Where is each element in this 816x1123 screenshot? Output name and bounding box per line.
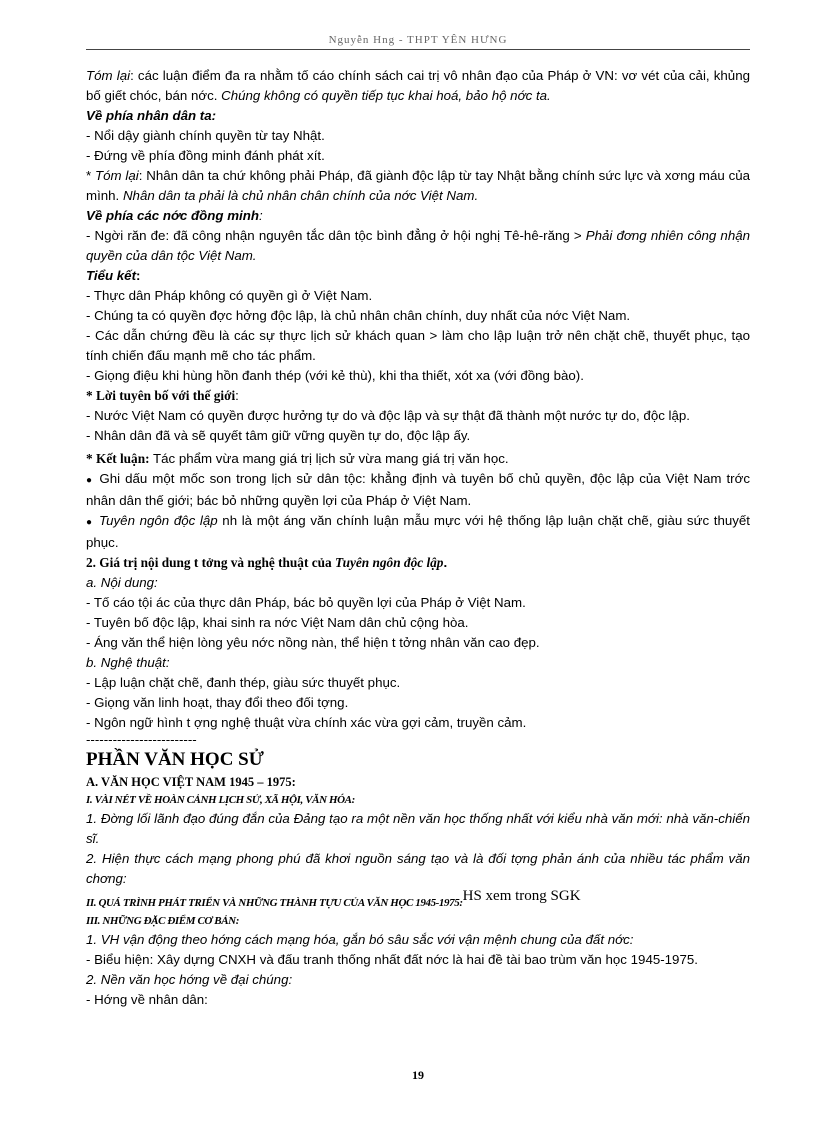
paragraph: [86, 226, 750, 266]
list-item: - Hớng về nhân dân:: [86, 992, 208, 1007]
text: 2. Giá trị nội dung t tởng và nghệ thuật của: [86, 555, 335, 570]
bullet-item: [86, 469, 750, 511]
list-item: - Tố cáo tội ác của thực dân Pháp, bác bỏ quyền lợi của Pháp ở Việt Nam.: [86, 595, 526, 610]
bullet-icon: ●: [86, 517, 93, 528]
text: : Nhân dân ta chứ không phải Pháp, đã giành độc lập từ tay Nhật bằng chính sức lực và xơng máu của mình.: [86, 168, 751, 203]
text: Tác phẩm vừa mang giá trị lịch sử vừa mang giá trị văn học.: [149, 451, 509, 466]
list-item: - Các dẫn chứng đều là các sự thực lịch sử khách quan > làm cho lập luận trở nên chặt chẽ, thuyết phục, tạo tính chiến đấu mạnh mẽ cho tác phẩm.: [86, 328, 750, 363]
subheading: [86, 386, 750, 406]
paragraph: [86, 66, 750, 106]
list-item: - Thực dân Pháp không có quyền gì ở Việt Nam.: [86, 288, 373, 303]
text: Về phía các nớc đồng minh: [86, 208, 259, 223]
text: Nhân dân ta phải là chủ nhân chân chính của nớc Việt Nam.: [122, 188, 479, 203]
page-header: Nguyễn Hng - THPT YÊN HƯNG: [328, 34, 508, 46]
list-item: - Nhân dân đã và sẽ quyết tâm giữ vững quyền tự do, độc lập ấy.: [86, 428, 471, 443]
text: :: [136, 268, 141, 283]
subheading: b. Nghệ thuật:: [86, 655, 170, 670]
part-title: PHẦN VĂN HỌC SỬ: [86, 749, 264, 770]
text: * Kết luận:: [86, 451, 150, 466]
text: - Ngời răn đe: đã công nhận nguyên tắc dân tộc bình đẳng ở hội nghị Tê-hê-răng >: [86, 228, 586, 243]
subheading: a. Nội dung:: [86, 575, 158, 590]
text: II. QUÁ TRÌNH PHÁT TRIỂN VÀ NHỮNG THÀNH TỰU CỦA VĂN HỌC 1945-1975:: [86, 897, 463, 909]
text: nh là một áng văn chính luận mẫu mực với hệ thống lập luận chặt chẽ, giàu sức thuyết phục.: [86, 513, 750, 550]
text: *: [86, 168, 96, 183]
paragraph: [86, 449, 750, 469]
text: .: [443, 555, 448, 570]
text: Tóm lại: [95, 168, 139, 183]
paragraph: 1. VH vận động theo hớng cách mạng hóa, gắn bó sâu sắc với vận mệnh chung của đất nớc:: [86, 932, 634, 947]
page-number: 19: [412, 1068, 424, 1082]
header-rule: [86, 49, 750, 50]
paragraph: 1. Đờng lối lãnh đạo đúng đắn của Đảng tạo ra một nền văn học thống nhất với kiểu nhà văn mới: nhà văn-chiến sĩ.: [86, 811, 750, 846]
text: : các luận điểm đa ra nhằm tố cáo chính sách cai trị vô nhân đạo của Pháp ở VN: vơ vét của cải, khủng bố giết chóc, bán nớc.: [86, 68, 750, 103]
text: Ghi dấu một mốc son trong lịch sử dân tộc: khẳng định và tuyên bố chủ quyền, độc lập của Việt Nam trớc nhân dân thế giới; bác bỏ những quyền lợi của Pháp ở Việt Nam.: [86, 471, 750, 508]
separator: -------------------------: [86, 732, 197, 747]
list-item: - Lập luận chặt chẽ, đanh thép, giàu sức thuyết phục.: [86, 675, 401, 690]
list-item: - Giọng văn linh hoạt, thay đổi theo đối tợng.: [86, 695, 349, 710]
list-item: - Ngôn ngữ hình t ợng nghệ thuật vừa chính xác vừa gợi cảm, truyền cảm.: [86, 715, 527, 730]
list-item: - Nước Việt Nam có quyền được hưởng tự do và độc lập và sự thật đã thành một nước tự do, độc lập.: [86, 408, 690, 423]
text: Tuyên ngôn độc lập: [334, 555, 444, 570]
list-item: - Giọng điệu khi hùng hồn đanh thép (với kẻ thù), khi tha thiết, xót xa (với đồng bào).: [86, 368, 584, 383]
list-item: - Biểu hiện: Xây dựng CNXH và đấu tranh thống nhất đất nớc là hai đề tài bao trùm văn học 1945-1975.: [86, 952, 698, 967]
note: HS xem trong SGK: [462, 888, 581, 904]
list-item: - Nổi dậy giành chính quyền từ tay Nhật.: [86, 128, 325, 143]
text: Tuyên ngôn độc lập: [99, 513, 218, 528]
list-item: - Chúng ta có quyền đợc hởng độc lập, là chủ nhân chân chính, duy nhất của nớc Việt Nam.: [86, 308, 631, 323]
section-heading: I. VÀI NÉT VỀ HOÀN CẢNH LỊCH SỬ, XÃ HỘI, VĂN HÓA:: [86, 794, 355, 806]
bullet-item: [86, 511, 750, 553]
bullet-icon: ●: [86, 475, 94, 486]
paragraph: 2. Hiện thực cách mạng phong phú đã khơi nguồn sáng tạo và là đối tợng phản ánh của nhiều tác phẩm văn chơng:: [86, 851, 750, 886]
section-heading: [86, 553, 750, 573]
list-item: - Áng văn thể hiện lòng yêu nớc nồng nàn, thể hiện t tởng nhân văn cao đẹp.: [86, 635, 540, 650]
subheading: Về phía nhân dân ta:: [86, 108, 217, 123]
subheading: 2. Nền văn học hớng về đại chúng:: [86, 972, 293, 987]
section-heading: [86, 888, 750, 912]
subheading: [86, 206, 750, 226]
document-body: [86, 66, 750, 1010]
text: :: [235, 388, 239, 403]
paragraph: [86, 166, 750, 206]
list-item: - Tuyên bố độc lập, khai sinh ra nớc Việt Nam dân chủ cộng hòa.: [86, 615, 469, 630]
text: * Lời tuyên bố với thế giới: [86, 388, 236, 403]
text: Tóm lại: [86, 68, 131, 83]
subheading: [86, 266, 750, 286]
section-title: A. VĂN HỌC VIỆT NAM 1945 – 1975:: [86, 775, 296, 789]
text: Chúng không có quyền tiếp tục khai hoá, bảo hộ nớc ta.: [221, 88, 551, 103]
section-heading: III. NHỮNG ĐẶC ĐIỂM CƠ BẢN:: [86, 915, 239, 927]
list-item: - Đứng về phía đồng minh đánh phát xít.: [86, 148, 325, 163]
text: Tiểu kết: [86, 268, 137, 283]
text: Phải đơng nhiên công nhận quyền của dân tộc Việt Nam.: [86, 228, 750, 263]
text: :: [258, 208, 263, 223]
